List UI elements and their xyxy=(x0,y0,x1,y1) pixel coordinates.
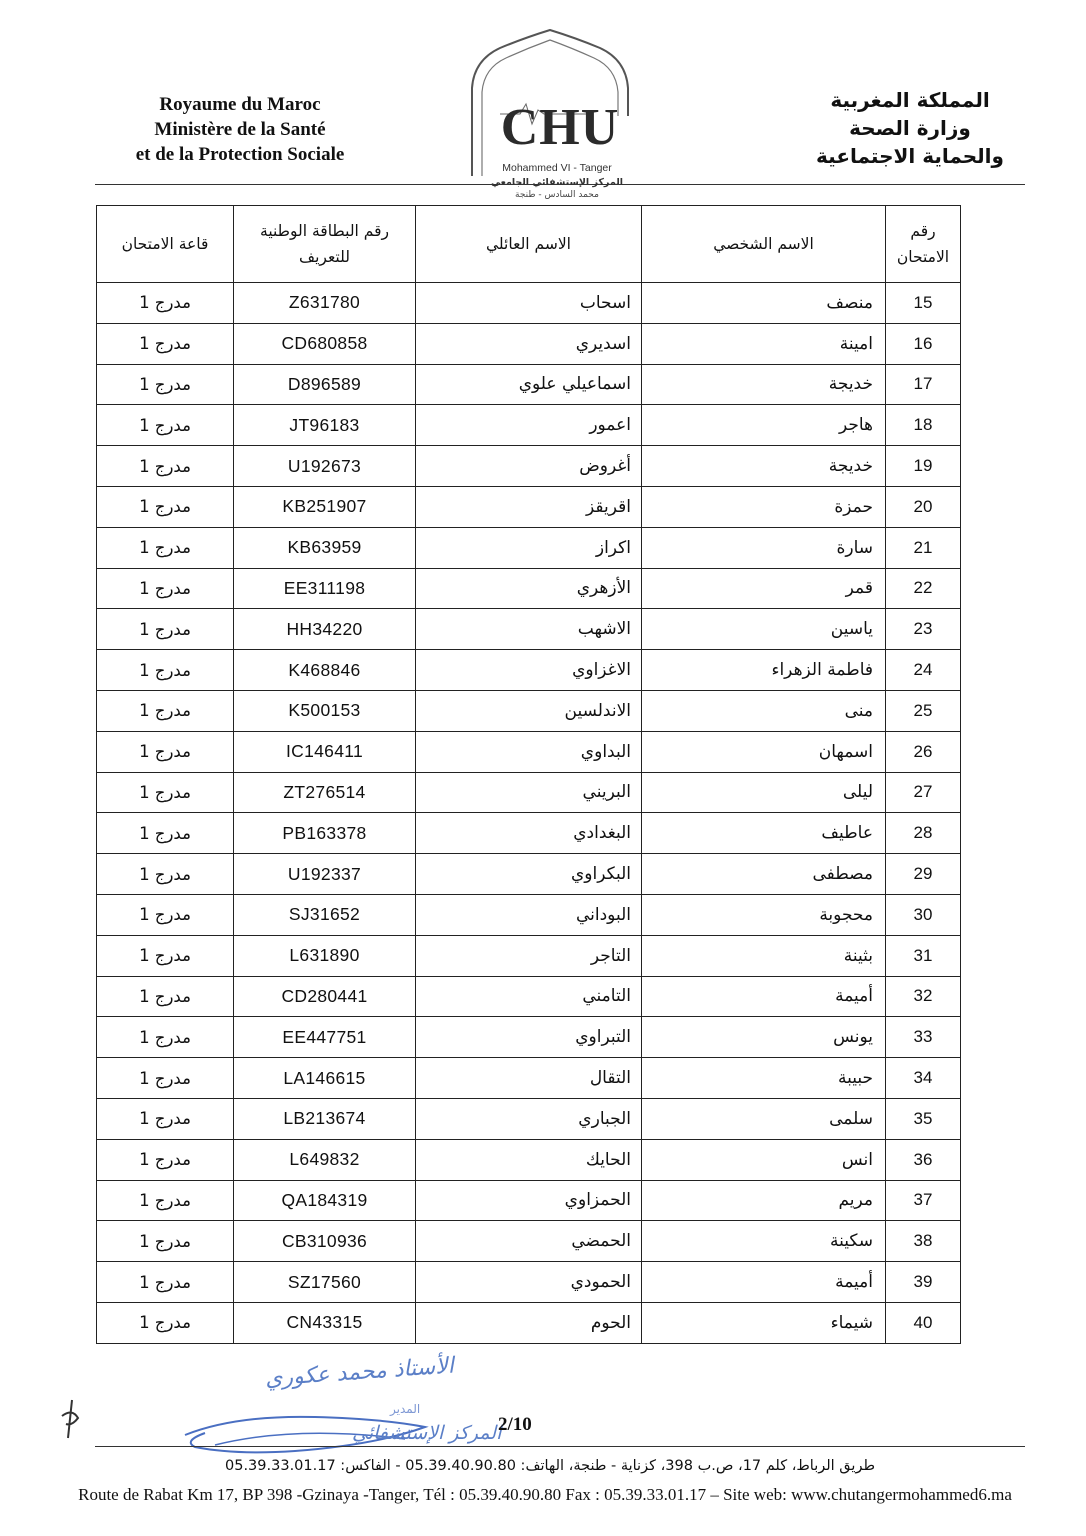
cin-cell: U192337 xyxy=(234,854,416,895)
cin-cell: EE447751 xyxy=(234,1017,416,1058)
cin-cell: CB310936 xyxy=(234,1221,416,1262)
logo-arabic-line-2: محمد السادس - طنجة xyxy=(515,190,599,200)
footer-french: Route de Rabat Km 17, BP 398 -Gzinaya -Tanger, Tél : 05.39.40.90.80 Fax : 05.39.33.01.17 – Site web: www.chutangermohammed6.ma xyxy=(78,1485,1012,1504)
exam-number-cell: 31 xyxy=(886,935,961,976)
table-row xyxy=(97,894,961,935)
first-name-cell: امينة xyxy=(642,323,886,364)
cin-cell: LA146615 xyxy=(234,1058,416,1099)
room-cell: مدرج 1 xyxy=(97,813,234,854)
room-cell: مدرج 1 xyxy=(97,690,234,731)
room-cell: مدرج 1 xyxy=(97,976,234,1017)
room-cell: مدرج 1 xyxy=(97,323,234,364)
first-name-cell: شيماء xyxy=(642,1302,886,1343)
header-first-name: الاسم الشخصي xyxy=(642,206,886,283)
exam-number-cell: 34 xyxy=(886,1058,961,1099)
last-name-cell: اسديري xyxy=(416,323,642,364)
room-cell: مدرج 1 xyxy=(97,731,234,772)
exam-number-cell: 37 xyxy=(886,1180,961,1221)
room-cell: مدرج 1 xyxy=(97,486,234,527)
last-name-cell: البداوي xyxy=(416,731,642,772)
cin-cell: EE311198 xyxy=(234,568,416,609)
first-name-cell: أميمة xyxy=(642,1262,886,1303)
cin-cell: IC146411 xyxy=(234,731,416,772)
cin-cell: D896589 xyxy=(234,364,416,405)
logo-arabic-line-1: المركز الإستشفائي الجامعي xyxy=(490,177,624,188)
first-name-cell: حبيبة xyxy=(642,1058,886,1099)
first-name-cell: قمر xyxy=(642,568,886,609)
exam-number-cell: 28 xyxy=(886,813,961,854)
cin-cell: K468846 xyxy=(234,650,416,691)
table-row xyxy=(97,1017,961,1058)
room-cell: مدرج 1 xyxy=(97,1098,234,1139)
last-name-cell: الحمزاوي xyxy=(416,1180,642,1221)
table-row xyxy=(97,486,961,527)
first-name-cell: هاجر xyxy=(642,405,886,446)
cin-cell: K500153 xyxy=(234,690,416,731)
first-name-cell: محجوبة xyxy=(642,894,886,935)
room-cell: مدرج 1 xyxy=(97,1180,234,1221)
header-french-line-3: et de la Protection Sociale xyxy=(135,144,345,165)
room-cell: مدرج 1 xyxy=(97,1017,234,1058)
header-exam-number: رقم الامتحان xyxy=(886,206,961,283)
room-cell: مدرج 1 xyxy=(97,1058,234,1099)
header-room: قاعة الامتحان xyxy=(97,206,234,283)
table-row xyxy=(97,364,961,405)
last-name-cell: الحمودي xyxy=(416,1262,642,1303)
last-name-cell: التاجر xyxy=(416,935,642,976)
first-name-cell: منصف xyxy=(642,283,886,324)
last-name-cell: الاغزاوي xyxy=(416,650,642,691)
page-number: 2/10 xyxy=(498,1414,532,1435)
room-cell: مدرج 1 xyxy=(97,894,234,935)
first-name-cell: سلمى xyxy=(642,1098,886,1139)
exam-number-cell: 20 xyxy=(886,486,961,527)
footer-divider xyxy=(95,1446,1025,1447)
cin-cell: Z631780 xyxy=(234,283,416,324)
exam-number-cell: 16 xyxy=(886,323,961,364)
table-row xyxy=(97,1180,961,1221)
exam-number-cell: 27 xyxy=(886,772,961,813)
last-name-cell: الاندلسين xyxy=(416,690,642,731)
first-name-cell: بثينة xyxy=(642,935,886,976)
last-name-cell: الجباري xyxy=(416,1098,642,1139)
header-arabic xyxy=(790,86,1030,170)
first-name-cell: يونس xyxy=(642,1017,886,1058)
table-row xyxy=(97,813,961,854)
first-name-cell: انس xyxy=(642,1139,886,1180)
table-row xyxy=(97,1058,961,1099)
table-row xyxy=(97,1098,961,1139)
header-french xyxy=(95,92,385,167)
cin-cell: HH34220 xyxy=(234,609,416,650)
candidates-table xyxy=(96,205,961,1344)
room-cell: مدرج 1 xyxy=(97,1221,234,1262)
table-row xyxy=(97,1302,961,1343)
first-name-cell: أميمة xyxy=(642,976,886,1017)
exam-number-cell: 18 xyxy=(886,405,961,446)
first-name-cell: سكينة xyxy=(642,1221,886,1262)
exam-number-cell: 15 xyxy=(886,283,961,324)
last-name-cell: اعمور xyxy=(416,405,642,446)
last-name-cell: اسماعيلي علوي xyxy=(416,364,642,405)
cin-cell: CD680858 xyxy=(234,323,416,364)
first-name-cell: خديجة xyxy=(642,446,886,487)
exam-number-cell: 29 xyxy=(886,854,961,895)
table-row xyxy=(97,609,961,650)
last-name-cell: اكراز xyxy=(416,527,642,568)
first-name-cell: ياسين xyxy=(642,609,886,650)
stamp-title: المدير xyxy=(390,1402,421,1416)
table-row xyxy=(97,323,961,364)
table-row xyxy=(97,568,961,609)
first-name-cell: اسمهان xyxy=(642,731,886,772)
first-name-cell: خديجة xyxy=(642,364,886,405)
cin-cell: KB251907 xyxy=(234,486,416,527)
stamp-institution: المركز الإستشفائي xyxy=(352,1422,502,1444)
first-name-cell: فاطمة الزهراء xyxy=(642,650,886,691)
header-arabic-line-3: والحماية الاجتماعية xyxy=(816,144,1004,168)
exam-number-cell: 26 xyxy=(886,731,961,772)
table-row xyxy=(97,690,961,731)
initial-mark xyxy=(58,1398,86,1444)
first-name-cell: ليلى xyxy=(642,772,886,813)
last-name-cell: التبراوي xyxy=(416,1017,642,1058)
header-divider xyxy=(95,184,1025,185)
exam-number-cell: 30 xyxy=(886,894,961,935)
last-name-cell: البريني xyxy=(416,772,642,813)
table-row xyxy=(97,1139,961,1180)
header-cin: رقم البطاقة الوطنية للتعريف xyxy=(234,206,416,283)
cin-cell: CN43315 xyxy=(234,1302,416,1343)
cin-cell: QA184319 xyxy=(234,1180,416,1221)
exam-number-cell: 36 xyxy=(886,1139,961,1180)
first-name-cell: مريم xyxy=(642,1180,886,1221)
table-row xyxy=(97,772,961,813)
room-cell: مدرج 1 xyxy=(97,1262,234,1303)
exam-number-cell: 22 xyxy=(886,568,961,609)
cin-cell: SZ17560 xyxy=(234,1262,416,1303)
first-name-cell: حمزة xyxy=(642,486,886,527)
exam-number-cell: 25 xyxy=(886,690,961,731)
footer-arabic: طريق الرباط، كلم 17، ص.ب 398، كزناية - طنجة، الهاتف: 05.39.40.90.80 - الفاكس: 05.39.33.01.17 xyxy=(225,1458,875,1474)
table-row xyxy=(97,976,961,1017)
table-row xyxy=(97,1262,961,1303)
cin-cell: PB163378 xyxy=(234,813,416,854)
exam-number-cell: 35 xyxy=(886,1098,961,1139)
room-cell: مدرج 1 xyxy=(97,283,234,324)
last-name-cell: التقال xyxy=(416,1058,642,1099)
cin-cell: KB63959 xyxy=(234,527,416,568)
exam-number-cell: 17 xyxy=(886,364,961,405)
logo-subtitle: Mohammed VI - Tanger xyxy=(502,162,612,174)
first-name-cell: سارة xyxy=(642,527,886,568)
cin-cell: SJ31652 xyxy=(234,894,416,935)
first-name-cell: عاطيف xyxy=(642,813,886,854)
table-row xyxy=(97,1221,961,1262)
room-cell: مدرج 1 xyxy=(97,527,234,568)
table-header-row xyxy=(97,206,961,283)
room-cell: مدرج 1 xyxy=(97,650,234,691)
last-name-cell: اسحاب xyxy=(416,283,642,324)
header-french-line-2: Ministère de la Santé xyxy=(154,119,326,140)
header-french-line-1: Royaume du Maroc xyxy=(159,94,321,115)
table-row xyxy=(97,854,961,895)
last-name-cell: الاشهب xyxy=(416,609,642,650)
exam-number-cell: 24 xyxy=(886,650,961,691)
stamp-name: الأستاذ محمد عكوري xyxy=(264,1353,455,1392)
cin-cell: JT96183 xyxy=(234,405,416,446)
last-name-cell: أغروض xyxy=(416,446,642,487)
cin-cell: LB213674 xyxy=(234,1098,416,1139)
table-row xyxy=(97,650,961,691)
cin-cell: L631890 xyxy=(234,935,416,976)
room-cell: مدرج 1 xyxy=(97,1139,234,1180)
chu-logo xyxy=(460,26,640,200)
cin-cell: ZT276514 xyxy=(234,772,416,813)
first-name-cell: منى xyxy=(642,690,886,731)
room-cell: مدرج 1 xyxy=(97,609,234,650)
last-name-cell: الأزهري xyxy=(416,568,642,609)
table-row xyxy=(97,731,961,772)
exam-number-cell: 21 xyxy=(886,527,961,568)
last-name-cell: الحمضي xyxy=(416,1221,642,1262)
last-name-cell: اقريقز xyxy=(416,486,642,527)
header-last-name: الاسم العائلي xyxy=(416,206,642,283)
table-row xyxy=(97,935,961,976)
cin-cell: U192673 xyxy=(234,446,416,487)
exam-number-cell: 23 xyxy=(886,609,961,650)
last-name-cell: البغدادي xyxy=(416,813,642,854)
room-cell: مدرج 1 xyxy=(97,935,234,976)
header-arabic-line-1: المملكة المغربية xyxy=(830,88,990,112)
table-row xyxy=(97,283,961,324)
room-cell: مدرج 1 xyxy=(97,772,234,813)
table-row xyxy=(97,446,961,487)
room-cell: مدرج 1 xyxy=(97,405,234,446)
room-cell: مدرج 1 xyxy=(97,854,234,895)
cin-cell: CD280441 xyxy=(234,976,416,1017)
exam-number-cell: 38 xyxy=(886,1221,961,1262)
last-name-cell: الحايك xyxy=(416,1139,642,1180)
exam-number-cell: 39 xyxy=(886,1262,961,1303)
room-cell: مدرج 1 xyxy=(97,446,234,487)
table-row xyxy=(97,405,961,446)
exam-number-cell: 40 xyxy=(886,1302,961,1343)
room-cell: مدرج 1 xyxy=(97,1302,234,1343)
last-name-cell: البكراوي xyxy=(416,854,642,895)
cin-cell: L649832 xyxy=(234,1139,416,1180)
exam-number-cell: 33 xyxy=(886,1017,961,1058)
last-name-cell: البوداني xyxy=(416,894,642,935)
table-row xyxy=(97,527,961,568)
first-name-cell: مصطفى xyxy=(642,854,886,895)
header-arabic-line-2: وزارة الصحة xyxy=(849,116,971,140)
room-cell: مدرج 1 xyxy=(97,364,234,405)
exam-number-cell: 32 xyxy=(886,976,961,1017)
room-cell: مدرج 1 xyxy=(97,568,234,609)
exam-number-cell: 19 xyxy=(886,446,961,487)
last-name-cell: التامني xyxy=(416,976,642,1017)
logo-title: CHU xyxy=(500,99,620,156)
last-name-cell: الحوم xyxy=(416,1302,642,1343)
